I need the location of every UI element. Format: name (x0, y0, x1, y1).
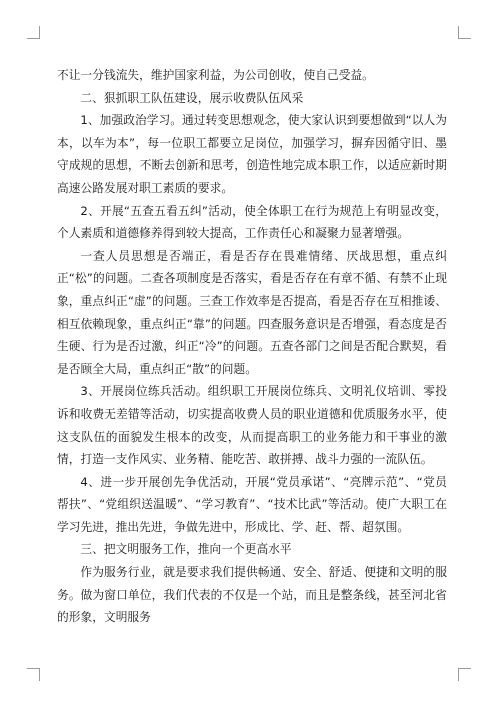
paragraph-job-training: 3、开展岗位练兵活动。组织职工开展岗位练兵、文明礼仪培训、零投诉和收费无差错等活动，切实提高收费人员的职业道德和优质服务水平，使这支队伍的面貌发生根本的改变，从而提高职工的业务能力和干事业的激情，打造一支作风实、业务精、能吃苦、敢拼搏、战斗力强的一流队伍。 (57, 384, 447, 467)
paragraph-five-checks-details: 一查人员思想是否端正，看是否存在畏难情绪、厌战思想，重点纠正“松”的问题。二查各项制度是否落实，看是否存在有章不循、有禁不止现象，重点纠正“虚”的问题。三查工作效率是否提高，看是否存在互相推诿、相互依赖现象，重点纠正“靠”的问题。四查服务意识是否增强，看态度是否生硬、行为是否过激，纠正“冷”的问题。五查各部门之间是否配合默契，看是否顾全大局，重点纠正“散”的问题。 (57, 248, 447, 376)
paragraph-political-study: 1、加强政治学习。通过转变思想观念，使大家认识到要想做到“以人为本，以车为本”，每一位职工都要立足岗位，加强学习，摒弃因循守旧、墨守成规的思想，不断去创新和思考，创造性地完成本职工作，以适应新时期高速公路发展对职工素质的要求。 (57, 113, 447, 195)
section-heading-team-building: 二、狠抓职工队伍建设，展示收费队伍风采 (80, 90, 304, 105)
crop-mark-bottom-right (458, 668, 471, 681)
crop-mark-bottom-left (27, 668, 40, 681)
paragraph-five-checks-activity: 2、开展“五查五看五纠”活动，使全体职工在行为规范上有明显改变，个人素质和道德修养得到较大提高，工作责任心和凝聚力显著增强。 (57, 203, 447, 241)
document-body (57, 64, 447, 629)
paragraph-continuation: 不让一分钱流失，维护国家利益，为公司创收，使自己受益。 (57, 68, 374, 82)
crop-mark-top-right (458, 26, 471, 39)
section-heading-civilized-service: 三、把文明服务工作，推向一个更高水平 (80, 542, 292, 557)
paragraph-excellence-activity: 4、进一步开展创先争优活动，开展“党员承诺”、“亮牌示范”、“党员帮扶”、“党组织送温暖”、“学习教育”、“技术比武”等活动。使广大职工在学习先进，推出先进，争做先进中，形成比、学、赶、帮、超氛围。 (57, 474, 447, 534)
paragraph-service-industry: 作为服务行业，就是要求我们提供畅通、安全、舒适、便捷和文明的服务。做为窗口单位，我们代表的不仅是一个站，而且是整条线，甚至河北省的形象，文明服务 (57, 565, 447, 625)
crop-mark-top-left (27, 26, 40, 39)
